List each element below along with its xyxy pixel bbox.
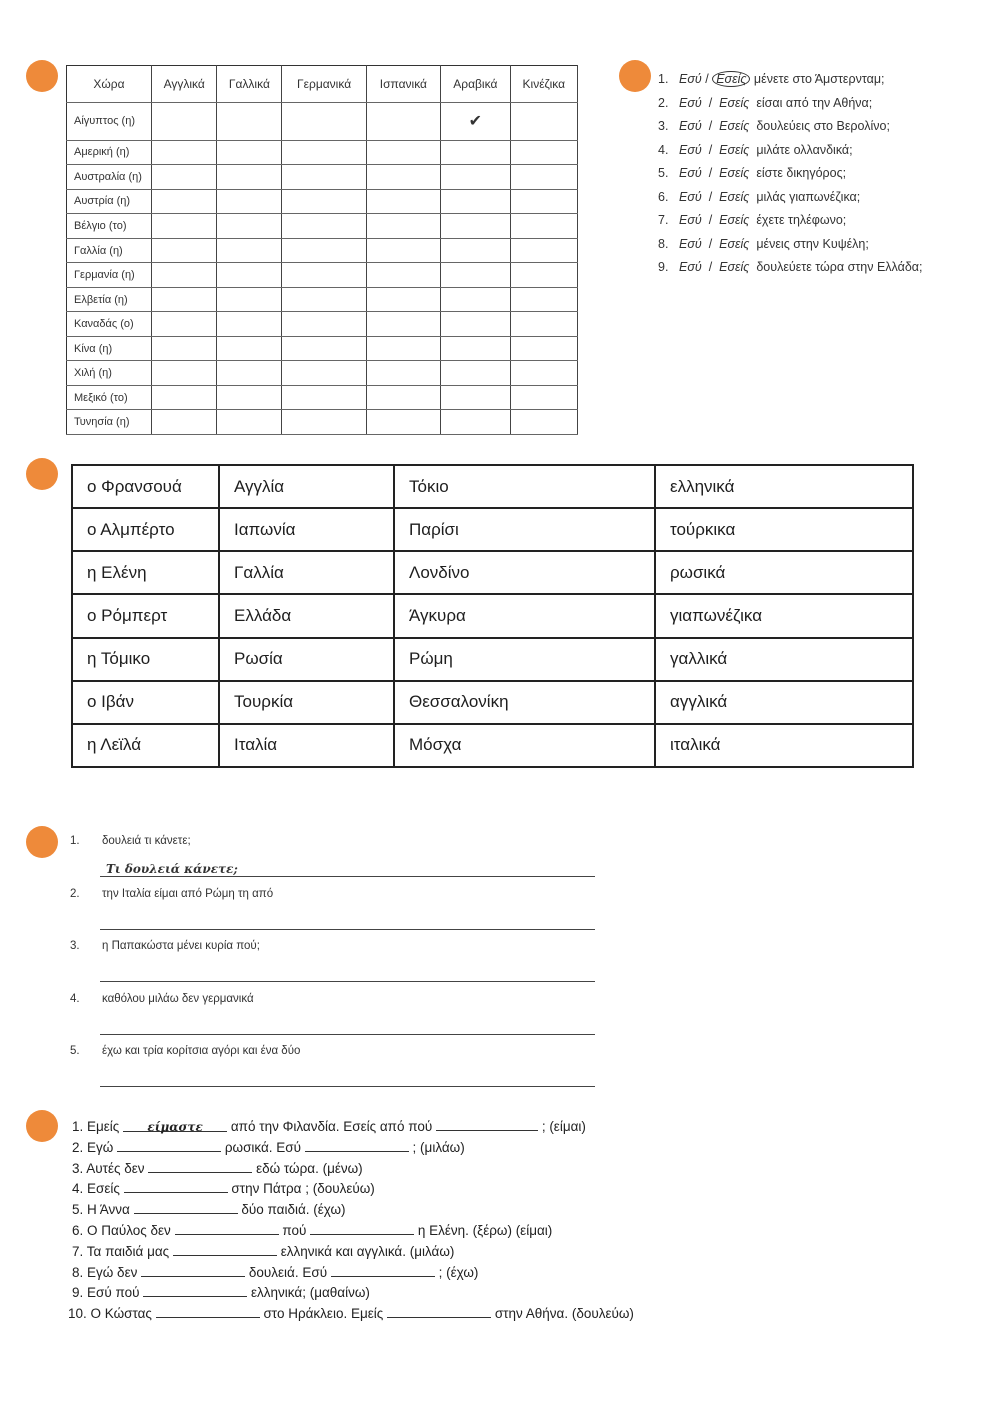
option-eseis[interactable]: Εσείς xyxy=(719,119,750,133)
answer-cell[interactable] xyxy=(217,140,282,165)
option-eseis[interactable]: Εσείς xyxy=(719,189,750,204)
answer-cell[interactable] xyxy=(152,312,217,337)
list-item: 8. Εσύ / Εσείς μένεις στην Κυψέλη; xyxy=(658,236,869,251)
header-chinese: Κινέζικα xyxy=(510,66,577,103)
answer-cell[interactable] xyxy=(152,214,217,239)
answer-cell[interactable] xyxy=(366,263,440,288)
answer-cell[interactable] xyxy=(217,103,282,141)
answer-cell[interactable] xyxy=(282,238,366,263)
person-cell[interactable]: ο Φρανσουά xyxy=(72,465,219,508)
fill-blank[interactable] xyxy=(141,1262,245,1277)
answer-cell[interactable] xyxy=(282,189,366,214)
option-esy[interactable]: Εσύ xyxy=(679,95,702,110)
answer-cell[interactable] xyxy=(441,312,511,337)
answer-cell[interactable] xyxy=(217,312,282,337)
list-item: 8. Εγώ δεν δουλειά. Εσύ ; (έχω) xyxy=(68,1262,634,1283)
fill-blank-filled[interactable]: είμαστε xyxy=(123,1117,227,1132)
country-cell: Μεξικό (το) xyxy=(67,385,152,410)
list-item: 2. Εσύ / Εσείς είσαι από την Αθήνα; xyxy=(658,95,873,110)
table-row xyxy=(72,551,913,594)
city-cell[interactable]: Τόκιο xyxy=(394,465,655,508)
person-cell[interactable]: ο Αλμπέρτο xyxy=(72,508,219,551)
header-spanish: Ισπανικά xyxy=(366,66,440,103)
language-cell[interactable]: γιαπωνέζικα xyxy=(655,594,913,637)
answer-cell[interactable] xyxy=(510,287,577,312)
language-cell[interactable]: ρωσικά xyxy=(655,551,913,594)
answer-cell[interactable] xyxy=(152,361,217,386)
fill-blank[interactable] xyxy=(124,1178,228,1193)
country-cell: Χιλή (η) xyxy=(67,361,152,386)
language-cell[interactable]: ελληνικά xyxy=(655,465,913,508)
answer-cell[interactable] xyxy=(217,214,282,239)
list-item: 1. Εμείς είμαστε από την Φιλανδία. Εσείς από πού ; (είμαι) xyxy=(68,1116,634,1137)
language-cell[interactable]: τούρκικα xyxy=(655,508,913,551)
country-cell[interactable]: Ρωσία xyxy=(219,638,394,681)
fill-blank[interactable] xyxy=(331,1262,435,1277)
option-eseis[interactable]: Εσείς xyxy=(719,236,750,251)
matching-table xyxy=(71,464,914,768)
answer-cell[interactable] xyxy=(366,238,440,263)
fill-blank[interactable] xyxy=(387,1303,491,1318)
answer-cell[interactable] xyxy=(152,165,217,190)
exercise-1-bullet xyxy=(26,60,58,92)
header-country: Χώρα xyxy=(67,66,152,103)
person-cell[interactable]: ο Ιβάν xyxy=(72,681,219,724)
answer-cell[interactable] xyxy=(510,103,577,141)
answer-cell[interactable] xyxy=(441,385,511,410)
person-cell[interactable]: ο Ρόμπερτ xyxy=(72,594,219,637)
city-cell[interactable]: Ρώμη xyxy=(394,638,655,681)
answer-cell[interactable] xyxy=(441,238,511,263)
exercise-4-bullet xyxy=(26,826,58,858)
fill-blank[interactable] xyxy=(143,1282,247,1297)
answer-cell[interactable] xyxy=(441,214,511,239)
table-row xyxy=(72,681,913,724)
header-arabic: Αραβικά xyxy=(441,66,511,103)
answer-line[interactable] xyxy=(100,876,595,877)
city-cell[interactable]: Άγκυρα xyxy=(394,594,655,637)
answer-cell[interactable] xyxy=(217,361,282,386)
list-item: 2. Εγώ ρωσικά. Εσύ ; (μιλάω) xyxy=(68,1137,634,1158)
answer-cell[interactable] xyxy=(441,263,511,288)
option-esy[interactable]: Εσύ xyxy=(679,236,702,251)
answer-cell[interactable] xyxy=(441,140,511,165)
answer-cell[interactable] xyxy=(366,214,440,239)
list-item: 5. έχω και τρία κορίτσια αγόρι και ένα δύο xyxy=(70,1045,595,1098)
answer-cell[interactable] xyxy=(152,336,217,361)
answer-cell[interactable] xyxy=(282,410,366,435)
table-row xyxy=(67,361,578,386)
country-cell: Αίγυπτος (η) xyxy=(67,103,152,141)
country-cell[interactable]: Γαλλία xyxy=(219,551,394,594)
city-cell[interactable]: Μόσχα xyxy=(394,724,655,767)
answer-cell[interactable] xyxy=(282,214,366,239)
answer-cell[interactable] xyxy=(510,189,577,214)
answer-cell[interactable] xyxy=(510,263,577,288)
person-cell[interactable]: η Λεϊλά xyxy=(72,724,219,767)
country-cell: Βέλγιο (το) xyxy=(67,214,152,239)
language-cell[interactable]: αγγλικά xyxy=(655,681,913,724)
exercise-5-list xyxy=(68,1116,634,1324)
option-esy[interactable]: Εσύ xyxy=(679,189,702,204)
answer-cell[interactable] xyxy=(217,287,282,312)
city-cell[interactable]: Παρίσι xyxy=(394,508,655,551)
table-row xyxy=(72,638,913,681)
answer-cell[interactable] xyxy=(282,336,366,361)
table-row xyxy=(72,724,913,767)
answer-cell[interactable] xyxy=(152,103,217,141)
answer-cell[interactable] xyxy=(282,287,366,312)
answer-cell[interactable] xyxy=(366,312,440,337)
list-item: 6. Εσύ / Εσείς μιλάς γιαπωνέζικα; xyxy=(658,189,861,204)
handwritten-answer: Τι δουλειά κάνετε; xyxy=(106,862,238,876)
answer-cell[interactable] xyxy=(510,385,577,410)
header-english: Αγγλικά xyxy=(152,66,217,103)
list-item: 1. δουλειά τι κάνετε; Τι δουλειά κάνετε; xyxy=(70,835,595,888)
country-cell: Αυστραλία (η) xyxy=(67,165,152,190)
country-cell[interactable]: Τουρκία xyxy=(219,681,394,724)
table-row xyxy=(67,140,578,165)
list-item: 5. Η Άννα δύο παιδιά. (έχω) xyxy=(68,1199,634,1220)
table-row xyxy=(67,336,578,361)
option-eseis-circled[interactable]: Εσείς xyxy=(712,71,750,87)
country-cell[interactable]: Ιταλία xyxy=(219,724,394,767)
option-esy[interactable]: Εσύ xyxy=(679,72,702,86)
answer-cell[interactable] xyxy=(510,336,577,361)
table-row xyxy=(67,287,578,312)
answer-cell[interactable] xyxy=(152,385,217,410)
country-cell: Καναδάς (ο) xyxy=(67,312,152,337)
list-item: 2. την Ιταλία είμαι από Ρώμη τη από xyxy=(70,888,595,941)
answer-cell[interactable] xyxy=(152,189,217,214)
answer-cell[interactable] xyxy=(282,385,366,410)
answer-line[interactable] xyxy=(100,929,595,930)
list-item: 10. Ο Κώστας στο Ηράκλειο. Εμείς στην Αθήνα. (δουλεύω) xyxy=(68,1303,634,1324)
answer-cell[interactable] xyxy=(366,140,440,165)
answer-cell[interactable] xyxy=(510,361,577,386)
answer-cell[interactable] xyxy=(366,336,440,361)
exercise-5-bullet xyxy=(26,1110,58,1142)
checkmark-icon[interactable]: ✔ xyxy=(441,103,511,141)
country-cell[interactable]: Ιαπωνία xyxy=(219,508,394,551)
answer-cell[interactable] xyxy=(152,287,217,312)
answer-cell[interactable] xyxy=(152,263,217,288)
option-eseis[interactable]: Εσείς xyxy=(719,166,750,180)
option-esy[interactable]: Εσύ xyxy=(679,260,702,274)
answer-cell[interactable] xyxy=(366,189,440,214)
answer-cell[interactable] xyxy=(441,287,511,312)
country-cell: Αμερική (η) xyxy=(67,140,152,165)
header-german: Γερμανικά xyxy=(282,66,366,103)
fill-blank[interactable] xyxy=(156,1303,260,1318)
fill-blank[interactable] xyxy=(134,1199,238,1214)
answer-cell[interactable] xyxy=(217,165,282,190)
table-row xyxy=(67,410,578,435)
answer-cell[interactable] xyxy=(510,410,577,435)
answer-cell[interactable] xyxy=(152,238,217,263)
answer-line[interactable] xyxy=(100,1034,595,1035)
answer-cell[interactable] xyxy=(366,103,440,141)
answer-line[interactable] xyxy=(100,1086,595,1087)
answer-cell[interactable] xyxy=(282,263,366,288)
fill-blank[interactable] xyxy=(148,1158,252,1173)
option-esy[interactable]: Εσύ xyxy=(679,166,702,180)
fill-blank[interactable] xyxy=(173,1241,277,1256)
table-row xyxy=(67,312,578,337)
table-row xyxy=(72,508,913,551)
answer-cell[interactable] xyxy=(441,165,511,190)
answer-cell[interactable] xyxy=(510,140,577,165)
table-row xyxy=(67,238,578,263)
country-cell: Ελβετία (η) xyxy=(67,287,152,312)
exercise-3-bullet xyxy=(26,458,58,490)
answer-cell[interactable] xyxy=(152,140,217,165)
list-item: 1. Εσύ / Εσείς μένετε στο Άμστερνταμ; xyxy=(658,72,885,86)
answer-cell[interactable] xyxy=(366,287,440,312)
answer-cell[interactable] xyxy=(282,103,366,141)
answer-cell[interactable] xyxy=(441,336,511,361)
country-cell: Τυνησία (η) xyxy=(67,410,152,435)
exercise-2-bullet xyxy=(619,60,651,92)
answer-cell[interactable] xyxy=(152,410,217,435)
answer-cell[interactable] xyxy=(510,214,577,239)
country-cell: Αυστρία (η) xyxy=(67,189,152,214)
list-item: 3. Εσύ / Εσείς δουλεύεις στο Βερολίνο; xyxy=(658,119,890,133)
city-cell[interactable]: Θεσσαλονίκη xyxy=(394,681,655,724)
answer-cell[interactable] xyxy=(366,361,440,386)
answer-cell[interactable] xyxy=(282,312,366,337)
country-cell: Γερμανία (η) xyxy=(67,263,152,288)
option-eseis[interactable]: Εσείς xyxy=(719,95,750,110)
languages-table xyxy=(66,65,578,435)
fill-blank[interactable] xyxy=(305,1137,409,1152)
answer-cell[interactable] xyxy=(510,312,577,337)
table-row xyxy=(67,165,578,190)
table-row xyxy=(67,385,578,410)
list-item: 4. Εσείς στην Πάτρα ; (δουλεύω) xyxy=(68,1178,634,1199)
exercise-2-list xyxy=(658,68,922,280)
answer-cell[interactable] xyxy=(217,263,282,288)
person-cell[interactable]: η Τόμικο xyxy=(72,638,219,681)
country-cell: Κίνα (η) xyxy=(67,336,152,361)
country-cell[interactable]: Ελλάδα xyxy=(219,594,394,637)
option-eseis[interactable]: Εσείς xyxy=(719,260,750,274)
language-cell[interactable]: ιταλικά xyxy=(655,724,913,767)
option-esy[interactable]: Εσύ xyxy=(679,119,702,133)
answer-cell[interactable] xyxy=(282,165,366,190)
list-item: 3. η Παπακώστα μένει κυρία πού; xyxy=(70,940,595,993)
table-row xyxy=(72,465,913,508)
answer-cell[interactable] xyxy=(282,361,366,386)
answer-cell[interactable] xyxy=(282,140,366,165)
answer-cell[interactable] xyxy=(510,238,577,263)
option-esy[interactable]: Εσύ xyxy=(679,213,702,227)
answer-cell[interactable] xyxy=(441,361,511,386)
fill-blank[interactable] xyxy=(175,1220,279,1235)
country-cell[interactable]: Αγγλία xyxy=(219,465,394,508)
answer-cell[interactable] xyxy=(510,165,577,190)
answer-cell[interactable] xyxy=(217,385,282,410)
country-cell: Γαλλία (η) xyxy=(67,238,152,263)
answer-cell[interactable] xyxy=(441,410,511,435)
language-cell[interactable]: γαλλικά xyxy=(655,638,913,681)
option-eseis[interactable]: Εσείς xyxy=(719,213,750,227)
table-row xyxy=(67,263,578,288)
exercise-4-list xyxy=(70,835,595,1098)
answer-cell[interactable] xyxy=(366,410,440,435)
list-item: 6. Ο Παύλος δεν πού η Ελένη. (ξέρω) (είμαι) xyxy=(68,1220,634,1241)
person-cell[interactable]: η Ελένη xyxy=(72,551,219,594)
list-item: 9. Εσύ πού ελληνικά; (μαθαίνω) xyxy=(68,1282,634,1303)
answer-cell[interactable] xyxy=(217,189,282,214)
list-item: 7. Τα παιδιά μας ελληνικά και αγγλικά. (μιλάω) xyxy=(68,1241,634,1262)
table-row xyxy=(67,214,578,239)
answer-cell[interactable] xyxy=(217,410,282,435)
fill-blank[interactable] xyxy=(310,1220,414,1235)
fill-blank[interactable] xyxy=(117,1137,221,1152)
answer-cell[interactable] xyxy=(217,336,282,361)
city-cell[interactable]: Λονδίνο xyxy=(394,551,655,594)
table-row xyxy=(67,103,578,141)
table-row xyxy=(72,594,913,637)
list-item: 4. καθόλου μιλάω δεν γερμανικά xyxy=(70,993,595,1046)
option-esy[interactable]: Εσύ xyxy=(679,142,702,157)
answer-cell[interactable] xyxy=(366,385,440,410)
list-item: 3. Αυτές δεν εδώ τώρα. (μένω) xyxy=(68,1158,634,1179)
answer-cell[interactable] xyxy=(366,165,440,190)
answer-line[interactable] xyxy=(100,981,595,982)
answer-cell[interactable] xyxy=(217,238,282,263)
table-row xyxy=(67,189,578,214)
answer-cell[interactable] xyxy=(441,189,511,214)
fill-blank[interactable] xyxy=(436,1116,538,1131)
list-item: 7. Εσύ / Εσείς έχετε τηλέφωνο; xyxy=(658,213,847,227)
header-french: Γαλλικά xyxy=(217,66,282,103)
list-item: 5. Εσύ / Εσείς είστε δικηγόρος; xyxy=(658,166,847,180)
list-item: 9. Εσύ / Εσείς δουλεύετε τώρα στην Ελλάδα; xyxy=(658,260,923,274)
list-item: 4. Εσύ / Εσείς μιλάτε ολλανδικά; xyxy=(658,142,853,157)
option-eseis[interactable]: Εσείς xyxy=(719,142,750,157)
